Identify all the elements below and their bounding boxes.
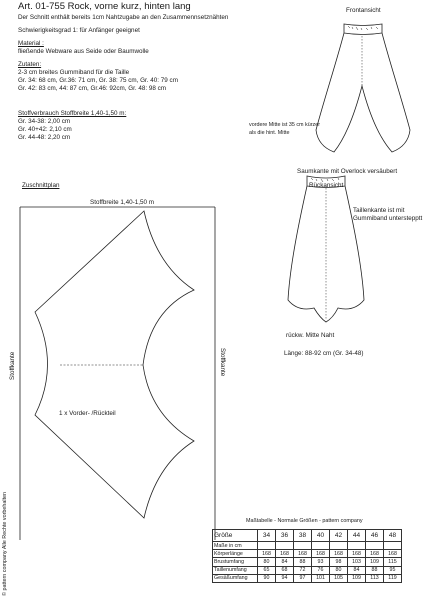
- front-view-sketch: [316, 24, 410, 152]
- waist-note-2: Gummiband unterstepptt: [353, 215, 423, 222]
- table-cell: 168: [294, 550, 312, 558]
- fabric-width-label: Stoffbreite 1,40-1,50 m: [90, 199, 154, 206]
- piece-label: 1 x Vorder- /Rückteil: [59, 410, 116, 417]
- extras-heading: Zutaten:: [18, 61, 42, 68]
- table-cell: 115: [384, 558, 402, 566]
- table-cell: 88: [366, 566, 384, 574]
- table-cell: 95: [384, 566, 402, 574]
- row-label: Körperlänge: [213, 550, 258, 558]
- left-selvage-label: Stoffkante: [9, 351, 16, 380]
- difficulty-note: Schwierigkeitsgrad 1: für Anfänger geeignet: [18, 27, 140, 34]
- table-cell: 168: [366, 550, 384, 558]
- size-header-label: Größe: [213, 530, 258, 542]
- right-selvage-label: Stoffkante: [219, 348, 226, 377]
- back-center-note: rückw. Mitte Naht: [286, 332, 335, 339]
- table-cell: 68: [276, 566, 294, 574]
- row-label: Brustumfang: [213, 558, 258, 566]
- table-row: [213, 574, 402, 582]
- extras-line-1: 2-3 cm breites Gummiband für die Taille: [18, 69, 130, 76]
- front-view-label: Frontansicht: [346, 7, 381, 14]
- table-cell: 84: [348, 566, 366, 574]
- table-cell: 109: [366, 558, 384, 566]
- front-length-note-2: als die hint. Mitte: [249, 130, 290, 136]
- table-cell: 109: [348, 574, 366, 582]
- table-cell: 72: [294, 566, 312, 574]
- table-cell: 80: [258, 558, 276, 566]
- table-cell: 94: [276, 574, 294, 582]
- front-skirt-outline: [316, 33, 410, 152]
- table-cell: 90: [258, 574, 276, 582]
- fabric-heading: Stoffverbrauch Stoffbreite 1,40-1,50 m:: [18, 110, 127, 117]
- size-header-cell: 38: [294, 530, 312, 542]
- size-header-cell: 46: [366, 530, 384, 542]
- table-cell: 93: [312, 558, 330, 566]
- table-cell: 113: [366, 574, 384, 582]
- cutting-plan: [20, 207, 215, 540]
- pattern-piece-outline: [35, 211, 194, 518]
- fabric-line-2: Gr. 40+42: 2,10 cm: [18, 126, 72, 133]
- size-table: [212, 529, 402, 583]
- size-header-row: [213, 530, 402, 542]
- seam-allowance-note: Der Schnitt enthält bereits 1cm Nahtzugabe an den Zusammennsetznähten: [18, 14, 229, 21]
- table-cell: 168: [330, 550, 348, 558]
- table-cell: 168: [276, 550, 294, 558]
- size-header-cell: 34: [258, 530, 276, 542]
- row-label: Gesäßumfang: [213, 574, 258, 582]
- table-row: [213, 558, 402, 566]
- front-waistband: [344, 24, 382, 35]
- table-cell: 76: [312, 566, 330, 574]
- table-cell: 65: [258, 566, 276, 574]
- row-label: Taillenumfang: [213, 566, 258, 574]
- size-header-cell: 42: [330, 530, 348, 542]
- size-header-cell: 44: [348, 530, 366, 542]
- unit-label: Maße in cm: [213, 542, 258, 550]
- table-cell: 168: [258, 550, 276, 558]
- size-header-cell: 48: [384, 530, 402, 542]
- table-cell: 105: [330, 574, 348, 582]
- size-header-cell: 40: [312, 530, 330, 542]
- table-row: [213, 550, 402, 558]
- table-cell: 101: [312, 574, 330, 582]
- length-note: Länge: 88-92 cm (Gr. 34-48): [284, 350, 364, 357]
- cutting-plan-heading: Zuschnittplan: [22, 182, 60, 189]
- back-view-label: Rückansicht: [309, 182, 344, 189]
- material-heading: Material :: [18, 40, 44, 47]
- extras-line-2: Gr. 34: 68 cm, Gr.36: 71 cm, Gr. 38: 75 cm, Gr. 40: 79 cm: [18, 77, 178, 84]
- waist-note-1: Taillenkante ist mit: [353, 207, 405, 214]
- table-row: [213, 566, 402, 574]
- table-cell: 168: [348, 550, 366, 558]
- table-cell: 84: [276, 558, 294, 566]
- table-cell: 88: [294, 558, 312, 566]
- unit-row: [213, 542, 402, 550]
- back-view-sketch: [288, 176, 364, 322]
- size-header-cell: 36: [276, 530, 294, 542]
- copyright-note: © pattern company Alle Rechte vorbehalten: [2, 491, 8, 596]
- table-cell: 80: [330, 566, 348, 574]
- hem-note: Saumkante mit Overlock versäubert: [297, 168, 398, 175]
- fabric-line-1: Gr. 34-38: 2,00 cm: [18, 118, 71, 125]
- size-table-caption: Maßtabelle - Normale Größen - pattern company: [246, 518, 363, 524]
- front-length-note-1: vordere Mitte ist 35 cm kürzer: [249, 122, 320, 128]
- fabric-line-3: Gr. 44-48: 2,20 cm: [18, 134, 71, 141]
- table-cell: 168: [312, 550, 330, 558]
- extras-line-3: Gr. 42: 83 cm, 44: 87 cm, Gr.46: 92cm, Gr. 48: 98 cm: [18, 85, 167, 92]
- table-cell: 119: [384, 574, 402, 582]
- table-cell: 97: [294, 574, 312, 582]
- table-cell: 103: [348, 558, 366, 566]
- page-title: Art. 01-755 Rock, vorne kurz, hinten lang: [18, 1, 191, 12]
- material-text: fließende Webware aus Seide oder Baumwolle: [18, 48, 149, 55]
- table-cell: 168: [384, 550, 402, 558]
- table-cell: 98: [330, 558, 348, 566]
